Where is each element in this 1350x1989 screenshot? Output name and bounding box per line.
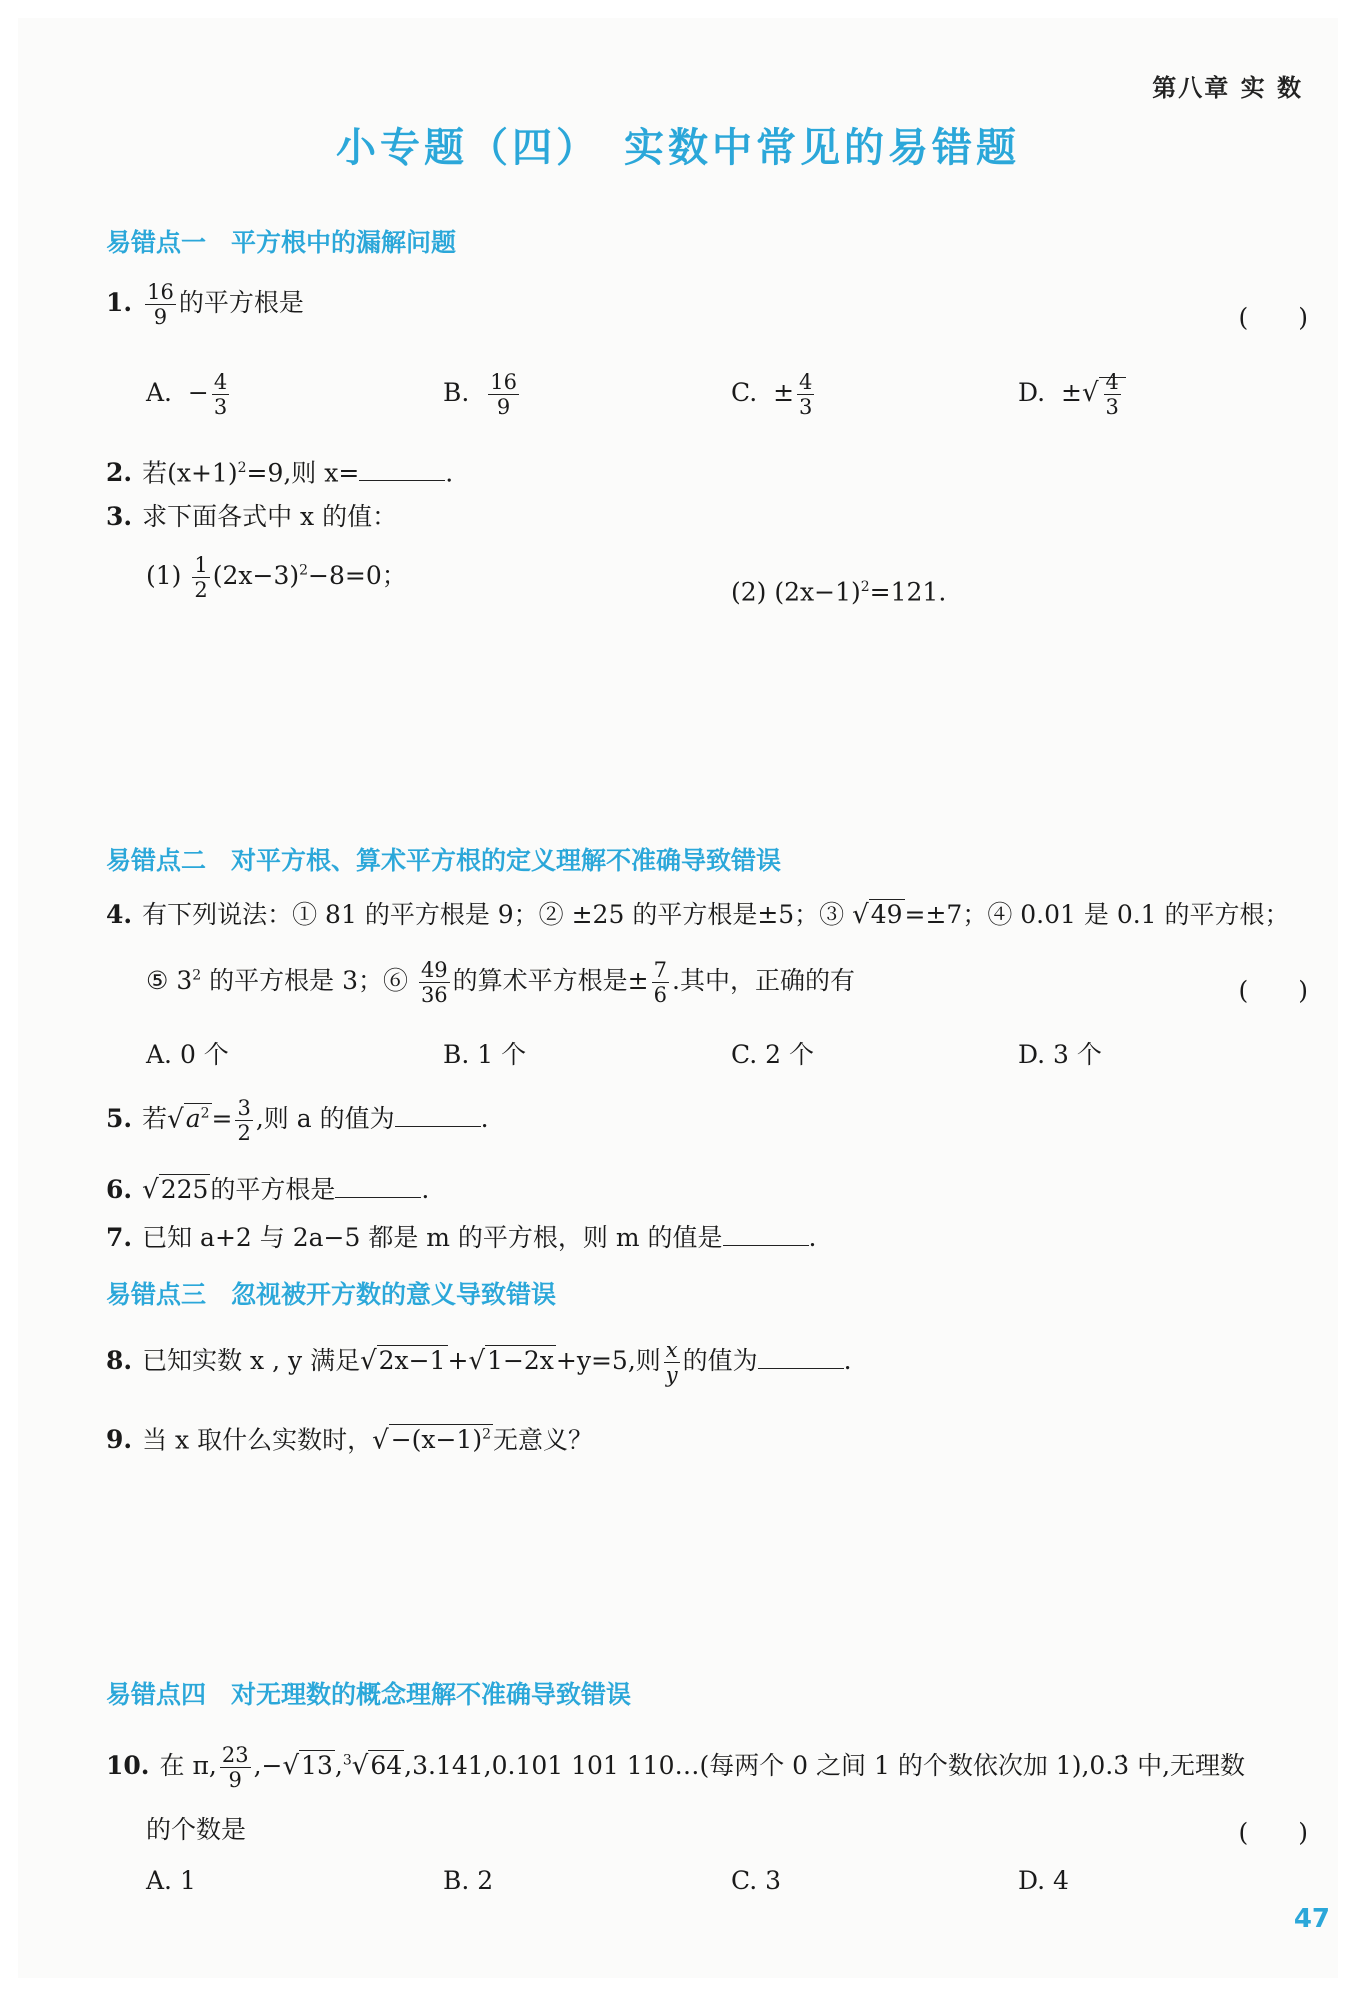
question-3-part-1 [146,553,407,602]
radicand: 2x−1 [378,1346,446,1375]
question-text: ,3.141,0.101 101 110…(每两个 0 之间 1 的个数依次加 1),0.3̇ 中,无理数 [404,1751,1246,1780]
question-text: .其中，正确的有 [672,966,855,995]
question-text: +y=5,则 [555,1346,661,1375]
punctuation: . [445,458,454,488]
expression: (2x−3) [212,561,300,590]
square-root: √225 [142,1175,209,1205]
question-10 [106,1743,1245,1792]
question-text: ,− [253,1751,283,1780]
option-d: D. 3 个 [1018,1040,1102,1069]
question-text: 当 x 取什么实数时， [142,1425,373,1455]
option-c [731,370,817,419]
option-label: B. [443,378,470,407]
numerator: 4 [213,370,228,394]
fraction [419,958,450,1007]
question-5 [106,1096,489,1145]
numerator: 1 [194,553,208,577]
square-root: $√a^2$ [167,1104,210,1134]
question-text: , [334,1751,343,1780]
question-text: 若(x+1) [142,458,238,488]
page-title: 小专题（四） 实数中常见的易错题 [336,124,1020,171]
sign: ± [1061,378,1082,407]
denominator: 9 [153,305,168,329]
part-label: (1) [146,561,182,590]
expression: −8=0； [308,561,407,590]
square-root: √13 [282,1751,333,1781]
exponent: 2 [860,579,870,595]
radicand: −(x−1) [390,1425,483,1455]
answer-blank[interactable] [758,1344,844,1369]
fraction [212,370,229,419]
denominator: 2 [194,578,208,602]
section-heading-3: 易错点三 忽视被开方数的意义导致错误 [106,1280,557,1309]
expression: (2) (2x−1) [731,577,861,607]
fraction [797,370,814,419]
question-6 [106,1173,429,1207]
section-heading-4: 易错点四 对无理数的概念理解不准确导致错误 [106,1680,632,1709]
numerator: 7 [653,958,667,982]
question-text: 求下面各式中 x 的值： [142,502,398,531]
question-number: 5. [106,1104,133,1133]
radicand: a [185,1104,201,1133]
exponent: 2 [237,460,247,476]
denominator: y [665,1363,678,1387]
question-text: =9,则 x= [246,458,360,488]
question-text: 已知 a+2 与 2a−5 都是 m 的平方根，则 m 的值是 [142,1223,723,1252]
question-number: 6. [106,1175,133,1204]
exponent: 2 [200,1105,210,1122]
answer-parens: ( ) [1238,1818,1308,1847]
question-text: ,则 a 的值为 [255,1104,395,1133]
section-heading-2: 易错点二 对平方根、算术平方根的定义理解不准确导致错误 [106,846,782,875]
answer-parens: ( ) [1238,976,1308,1005]
square-root: √49 [852,900,903,930]
question-number: 8. [106,1346,133,1375]
root-index: 3 [342,1752,352,1769]
square-root: √ $\frac{4}{3}$ [1082,370,1126,419]
question-number: 2. [106,458,133,488]
numerator: 4 [799,370,813,394]
denominator: 9 [228,1768,242,1792]
option-b [443,370,522,419]
question-text: 的算术平方根是± [452,966,649,995]
question-number: 4. [106,900,133,929]
fraction [488,370,519,419]
question-number: 3. [106,502,133,531]
radicand: 64 [370,1751,403,1780]
answer-blank[interactable] [359,456,445,481]
page [18,18,1338,1978]
exponent: 2 [299,562,309,579]
denominator: 3 [213,395,228,419]
equals: = [211,1104,233,1133]
question-number: 9. [106,1425,133,1455]
punctuation: . [421,1175,430,1204]
option-label: C. [731,378,758,407]
question-text: ⑤ 3 [146,966,193,995]
numerator: 16 [490,370,517,394]
answer-parens: ( ) [1238,303,1308,332]
radicand: 13 [301,1751,333,1780]
radicand: 49 [870,900,903,929]
question-text: 在 π, [159,1751,217,1780]
question-text: 有下列说法：① 81 的平方根是 9；② ±25 的平方根是±5；③ [142,900,853,929]
expression: =121. [869,577,947,607]
section-heading-1: 易错点一 平方根中的漏解问题 [106,228,457,257]
numerator: x [664,1338,680,1363]
square-root: √2x−1 [360,1346,446,1376]
option-label: A. [146,378,173,407]
denominator: 2 [237,1121,251,1145]
answer-blank[interactable] [395,1102,481,1127]
question-4 [106,898,1290,932]
question-2 [106,451,453,490]
option-b: B. 1 个 [443,1040,527,1069]
option-a [146,370,232,419]
page-number: 47 [1293,1904,1330,1934]
denominator: 9 [496,395,511,419]
question-number: 7. [106,1223,133,1252]
numerator: 16 [147,280,174,304]
question-number: 10. [106,1751,150,1780]
fraction [145,280,176,329]
radicand: 1−2x [487,1346,554,1375]
answer-blank[interactable] [335,1173,421,1198]
cube-root: √64 [351,1751,403,1781]
question-8 [106,1338,852,1387]
sign: − [187,378,209,407]
chapter-header: 第八章 实 数 [1152,74,1303,102]
square-root: √1−2x [468,1346,554,1376]
question-text: 已知实数 x , y 满足 [142,1346,361,1375]
question-text: 若 [142,1104,168,1133]
sign: ± [773,378,795,407]
question-1 [106,280,304,329]
denominator: 3 [1105,395,1119,419]
question-text: 的值为 [682,1346,758,1375]
exponent: 2 [192,967,202,984]
question-text: 的平方根是 3；⑥ [201,966,416,995]
punctuation: . [843,1346,852,1375]
option-a: A. 0 个 [146,1040,229,1069]
punctuation: . [808,1223,817,1252]
question-7 [106,1221,816,1255]
question-4-line-2 [146,958,855,1007]
exponent: 2 [482,1427,492,1443]
fraction [235,1096,252,1145]
option-label: D. [1018,378,1046,407]
question-3-part-2 [731,570,946,609]
square-root: $√-(x-1)^2$ [372,1425,492,1456]
option-c: C. 2 个 [731,1040,814,1069]
numerator: 3 [237,1096,251,1120]
option-c: C. 3 [731,1866,782,1895]
fraction [192,553,209,602]
option-d: D. 4 [1018,1866,1069,1895]
option-a: A. 1 [146,1866,196,1895]
denominator: 6 [653,983,667,1007]
question-text: 无意义？ [493,1425,594,1455]
numerator: 49 [420,958,448,982]
fraction [652,958,669,1007]
question-text: 的平方根是 [178,288,304,317]
question-number: 1. [106,288,133,317]
numerator: 4 [1105,370,1119,394]
question-text: 的平方根是 [210,1175,336,1204]
question-3 [106,500,397,534]
punctuation: . [480,1104,489,1133]
question-9 [106,1418,593,1457]
answer-blank[interactable] [723,1221,809,1246]
option-d [1018,370,1126,419]
numerator: 23 [221,1743,249,1767]
question-10-line-2: 的个数是 [146,1815,247,1844]
plus: + [447,1346,469,1375]
fraction [1104,370,1121,419]
denominator: 3 [799,395,813,419]
fraction [220,1743,251,1792]
option-b: B. 2 [443,1866,494,1895]
denominator: 36 [420,983,448,1007]
radicand: 225 [160,1175,209,1204]
question-text: =±7；④ 0.01 是 0.1 的平方根； [904,900,1290,929]
fraction [664,1338,680,1387]
